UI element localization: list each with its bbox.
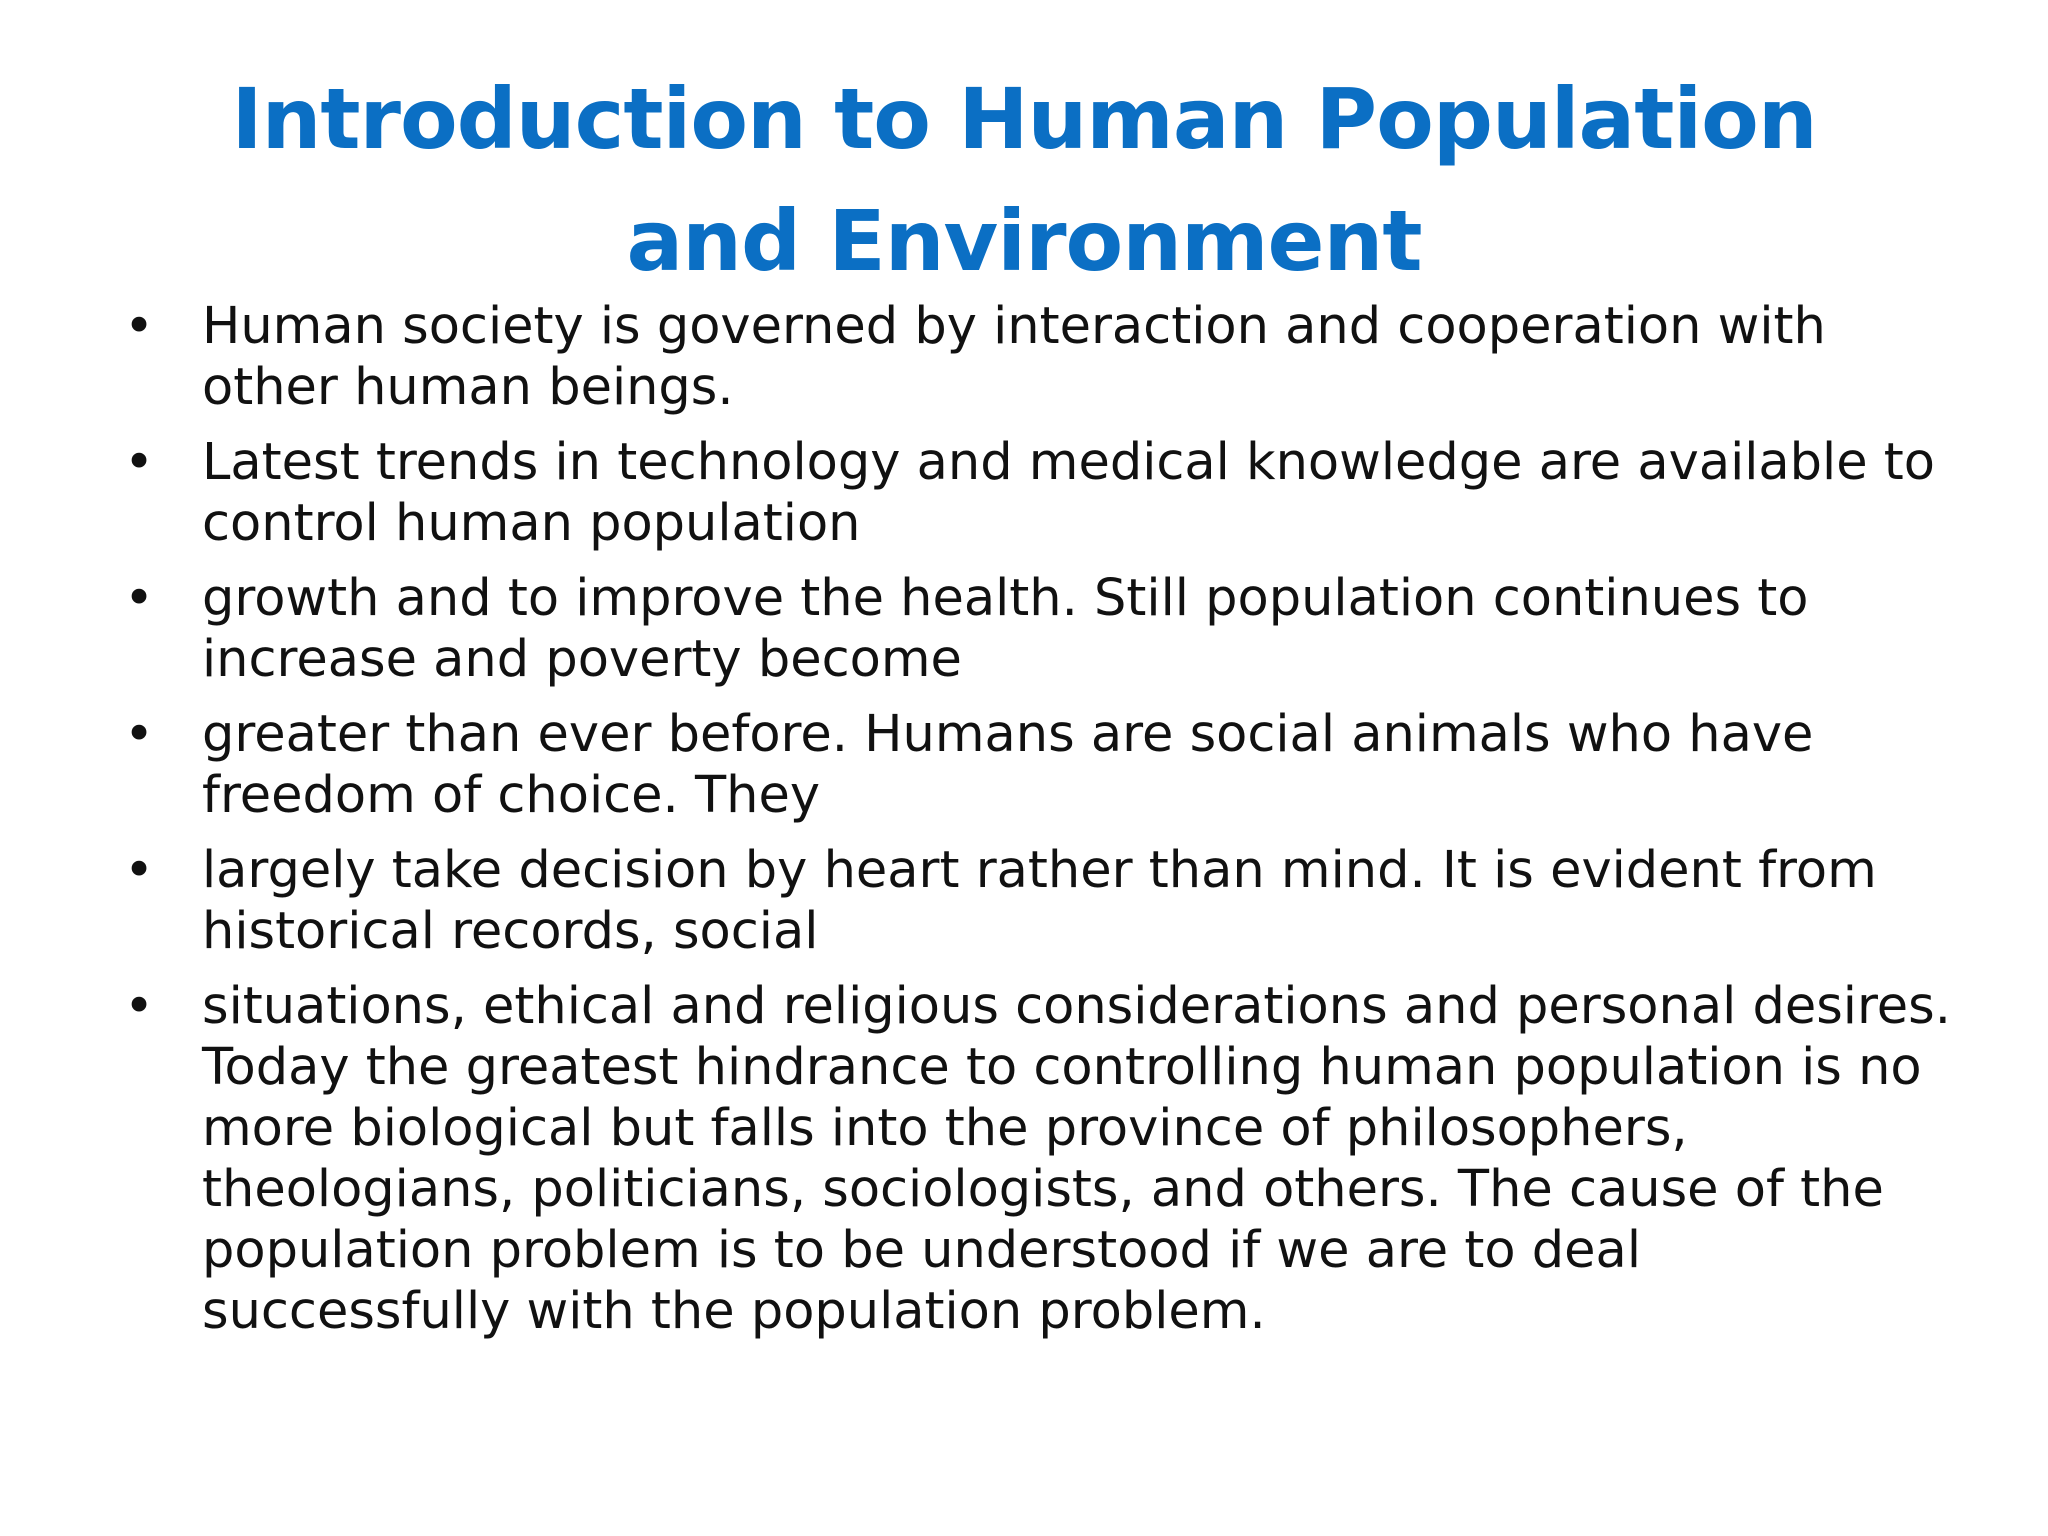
bullet-item-3 xyxy=(124,568,1954,690)
bullet-item-5 xyxy=(124,840,1954,962)
bullet-text: situations, ethical and religious considerations and personal desires. Today the greatest hindrance to controlling human population is no more biological but falls into the province of philosophers, theologians, politicians, sociologists, and others. The cause of the population problem is to be understood if we are to deal successfully with the population problem. xyxy=(202,977,1951,1341)
bullet-marker: • xyxy=(124,297,155,356)
bullet-item-6 xyxy=(124,976,1954,1342)
bullet-marker: • xyxy=(124,569,155,628)
bullet-text: greater than ever before. Humans are social animals who have freedom of choice. They xyxy=(202,705,1814,825)
slide-title: Introduction to Human Population and Environment xyxy=(231,70,1817,290)
bullet-marker: • xyxy=(124,433,155,492)
bullet-text: growth and to improve the health. Still population continues to increase and poverty become xyxy=(202,569,1809,689)
bullet-marker: • xyxy=(124,977,155,1036)
bullet-item-4 xyxy=(124,704,1954,826)
bullet-marker: • xyxy=(124,841,155,900)
bullet-text: Latest trends in technology and medical knowledge are available to control human population xyxy=(202,433,1936,553)
bullet-item-2 xyxy=(124,432,1954,554)
bullet-text: Human society is governed by interaction and cooperation with other human beings. xyxy=(202,297,1826,417)
bullet-item-1 xyxy=(124,296,1954,418)
bullet-list xyxy=(124,296,1954,1356)
bullet-text: largely take decision by heart rather than mind. It is evident from historical records, social xyxy=(202,841,1877,961)
bullet-marker: • xyxy=(124,705,155,764)
